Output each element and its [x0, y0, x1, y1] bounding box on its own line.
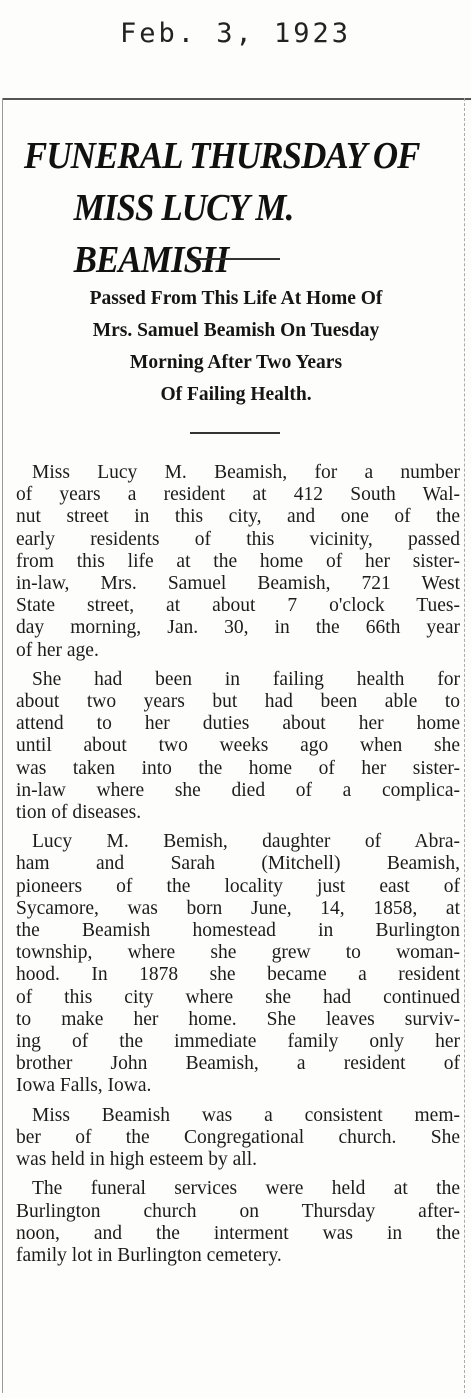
subhead-line: Morning After Two Years: [129, 352, 343, 373]
article-line: the Beamish homestead in Burlington: [16, 920, 460, 942]
headline-line-1: FUNERAL THURSDAY OF: [23, 135, 420, 177]
article-line: Miss Lucy M. Beamish, for a number: [32, 462, 460, 483]
article-line: family lot in Burlington cemetery.: [16, 1244, 282, 1266]
article-line: in-law where she died of a complica-: [16, 779, 460, 801]
article-line: was held in high esteem by all.: [16, 1149, 257, 1171]
article-line: Lucy M. Bemish, daughter of Abra-: [32, 831, 460, 853]
article-line: in-law, Mrs. Samuel Beamish, 721 West: [16, 573, 460, 595]
article-line: pioneers of the locality just east of: [16, 875, 460, 897]
subhead-line: Passed From This Life At Home Of: [89, 288, 383, 309]
article-line: Burlington church on Thursday after-: [16, 1200, 460, 1222]
article-line: nut street in this city, and one of the: [16, 506, 460, 528]
article-line: State street, at about 7 o'clock Tues-: [16, 595, 460, 617]
article-line: about two years but had been able to: [16, 691, 460, 713]
article-line: Sycamore, was born June, 14, 1858, at: [16, 897, 460, 919]
divider-rule: [190, 258, 280, 260]
article-line: until about two weeks ago when she: [16, 735, 460, 757]
divider-rule: [190, 432, 280, 434]
article-line: of her age.: [16, 639, 99, 661]
subhead-line: Of Failing Health.: [160, 384, 312, 405]
article-line: early residents of this vicinity, passed: [16, 528, 460, 550]
article-line: Iowa Falls, Iowa.: [16, 1075, 152, 1097]
article-line: of years a resident at 412 South Wal-: [16, 484, 460, 506]
clipping-top-border: [2, 98, 471, 100]
article-line: ing of the immediate family only her: [16, 1031, 460, 1053]
clipping-date: Feb. 3, 1923: [119, 18, 352, 49]
article-line: attend to her duties about her home: [16, 713, 460, 735]
article-line: township, where she grew to woman-: [16, 942, 460, 964]
article-line: ham and Sarah (Mitchell) Beamish,: [16, 853, 460, 875]
subheadline: [10, 283, 462, 411]
article-line: of this city where she had continued: [16, 986, 460, 1008]
article-line: noon, and the interment was in the: [16, 1222, 460, 1244]
article-line: Miss Beamish was a consistent mem-: [32, 1104, 460, 1126]
article-line: to make her home. She leaves surviv-: [16, 1008, 460, 1030]
article-paragraph: [16, 831, 460, 1097]
headline-line-2: MISS LUCY M. BEAMISH: [73, 187, 294, 281]
headline: [0, 130, 433, 286]
article-line: ber of the Congregational church. She: [16, 1126, 460, 1148]
article-line: brother John Beamish, a resident of: [16, 1053, 460, 1075]
article-line: hood. In 1878 she became a resident: [16, 964, 460, 986]
article-paragraph: [16, 462, 460, 662]
article-paragraph: [16, 669, 460, 824]
article-line: She had been in failing health for: [32, 668, 460, 690]
article-line: was taken into the home of her sister-: [16, 757, 460, 779]
subhead-line: Mrs. Samuel Beamish On Tuesday: [92, 320, 380, 341]
article-paragraph: [16, 1178, 460, 1267]
clipping-left-border: [2, 98, 3, 1393]
clipping-right-border: [464, 98, 465, 1393]
article-line: tion of diseases.: [16, 802, 142, 824]
article-paragraph: [16, 1105, 460, 1172]
article-line: from this life at the home of her sister-: [16, 550, 460, 572]
article-body: [16, 462, 460, 1274]
article-line: The funeral services were held at the: [32, 1178, 460, 1200]
article-line: day morning, Jan. 30, in the 66th year: [16, 617, 460, 639]
